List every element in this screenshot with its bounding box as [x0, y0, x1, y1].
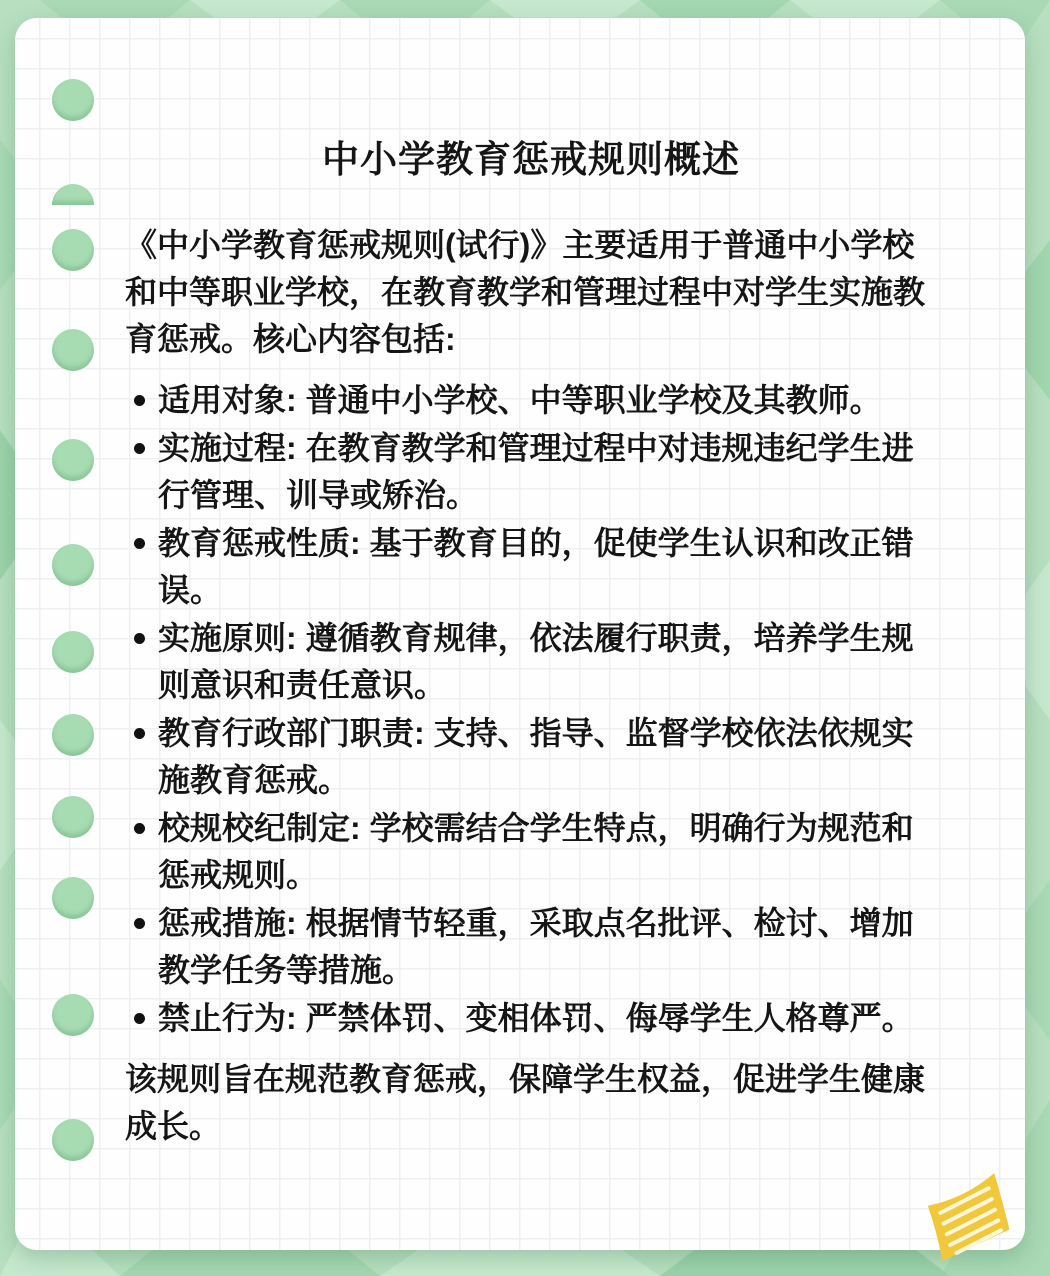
binder-hole [52, 439, 94, 481]
binder-hole [52, 1119, 94, 1161]
page-title: 中小学教育惩戒规则概述 [322, 139, 740, 180]
list-item [125, 805, 937, 900]
item-separator: : [286, 904, 306, 941]
item-separator: : [286, 999, 306, 1036]
bullet-dot-icon [134, 728, 145, 739]
item-term: 教育惩戒性质 [158, 524, 351, 561]
binder-hole [52, 631, 94, 673]
binder-hole [52, 877, 94, 919]
list-item [125, 425, 937, 520]
item-separator: : [286, 382, 306, 418]
list-item [125, 377, 937, 425]
item-term: 实施原则 [158, 619, 287, 656]
bullet-dot-icon [134, 823, 145, 834]
item-desc: 学校需结合学生特点，明确行为规范和惩戒规则。 [158, 809, 914, 893]
item-desc: 基于教育目的，促使学生认识和改正错误。 [158, 524, 914, 608]
list-item [125, 615, 937, 710]
item-separator: : [286, 619, 306, 656]
bullet-dot-icon [134, 1013, 145, 1024]
item-term: 禁止行为 [158, 999, 287, 1036]
bullet-dot-icon [134, 443, 145, 454]
list-item [125, 995, 937, 1043]
binder-hole [52, 79, 94, 121]
note-paper-icon [908, 1156, 1032, 1276]
paper-card [15, 18, 1025, 1250]
bullet-dot-icon [134, 538, 145, 549]
binder-hole-half [52, 184, 94, 205]
item-desc: 普通中小学校、中等职业学校及其教师。 [305, 382, 882, 418]
binder-hole [52, 329, 94, 371]
intro-paragraph: 《中小学教育惩戒规则(试行)》主要适用于普通中小学校和中等职业学校，在教育教学和管理过程中对学生实施教育惩戒。核心内容包括: [125, 227, 926, 357]
item-separator: : [286, 429, 306, 466]
list-item [125, 520, 937, 615]
closing-paragraph: 该规则旨在规范教育惩戒，保障学生权益，促进学生健康成长。 [125, 1061, 926, 1144]
list-item [125, 900, 937, 995]
item-separator: : [350, 809, 370, 846]
bullet-dot-icon [134, 633, 145, 644]
item-desc: 严禁体罚、变相体罚、侮辱学生人格尊严。 [305, 999, 914, 1036]
item-desc: 在教育教学和管理过程中对违规违纪学生进行管理、训导或矫治。 [158, 429, 914, 513]
binder-hole [52, 796, 94, 838]
item-term: 适用对象 [158, 382, 287, 418]
item-term: 教育行政部门职责 [158, 714, 415, 751]
item-term: 校规校纪制定 [158, 809, 351, 846]
item-desc: 支持、指导、监督学校依法依规实施教育惩戒。 [158, 714, 914, 798]
list-item [125, 710, 937, 805]
key-points-list [125, 377, 937, 1042]
item-term: 惩戒措施 [158, 904, 287, 941]
item-desc: 遵循教育规律，依法履行职责，培养学生规则意识和责任意识。 [158, 619, 914, 703]
binder-hole [52, 544, 94, 586]
binder-hole [52, 994, 94, 1036]
item-desc: 根据情节轻重，采取点名批评、检讨、增加教学任务等措施。 [158, 904, 914, 988]
binder-hole [52, 714, 94, 756]
document-content [125, 18, 937, 1150]
bullet-dot-icon [134, 395, 145, 406]
item-separator: : [350, 524, 370, 561]
item-term: 实施过程 [158, 429, 287, 466]
bullet-dot-icon [134, 918, 145, 929]
item-separator: : [414, 714, 434, 751]
binder-hole [52, 229, 94, 271]
